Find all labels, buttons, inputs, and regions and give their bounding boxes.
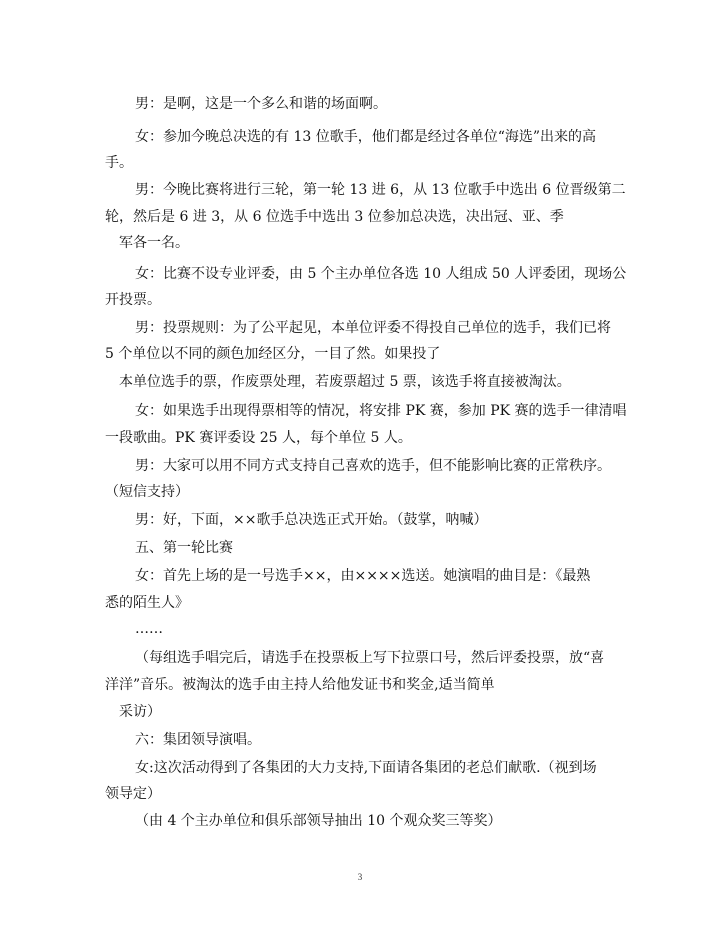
page-number: 3 xyxy=(357,872,363,882)
text-line: 女：比赛不设专业评委，由 5 个主办单位各选 10 人组成 50 人评委团，现场公 xyxy=(135,266,627,282)
text-line: 女：首先上场的是一号选手××，由××××选送。她演唱的曲目是：《最熟 xyxy=(135,568,591,584)
text-line: 男：是啊，这是一个多么和谐的场面啊。 xyxy=(135,96,387,112)
text-line: 手。 xyxy=(105,155,133,171)
text-line: 女：参加今晚总决选的有 13 位歌手，他们都是经过各单位“海选”出来的高 xyxy=(135,129,597,145)
text-line: 女:这次活动得到了各集团的大力支持,下面请各集团的老总们献歌.（视到场 xyxy=(135,760,597,776)
text-line: 轮，然后是 6 进 3，从 6 位选手中选出 3 位参加总决选，决出冠、亚、季 xyxy=(105,209,564,225)
text-line: 本单位选手的票，作废票处理，若废票超过 5 票，该选手将直接被淘汰。 xyxy=(119,374,571,390)
text-line: （由 4 个主办单位和俱乐部领导抽出 10 个观众奖三等奖） xyxy=(135,813,502,829)
text-line: 男：投票规则：为了公平起见，本单位评委不得投自己单位的选手，我们已将 xyxy=(135,320,611,336)
ellipsis-line: …… xyxy=(135,621,163,637)
text-line: 女：如果选手出现得票相等的情况，将安排 PK 赛，参加 PK 赛的选手一律清唱 xyxy=(135,403,627,419)
text-line: （短信支持） xyxy=(105,484,189,500)
text-line: 军各一名。 xyxy=(119,235,189,251)
text-line: 悉的陌生人》 xyxy=(105,595,189,611)
text-line: 男：大家可以用不同方式支持自己喜欢的选手，但不能影响比赛的正常秩序。 xyxy=(135,458,611,474)
text-line: 男：今晚比赛将进行三轮，第一轮 13 进 6，从 13 位歌手中选出 6 位晋级第二 xyxy=(135,182,626,198)
text-line: 领导定） xyxy=(105,786,161,802)
text-line: 采访） xyxy=(119,704,161,720)
text-line: 洋洋”音乐。被淘汰的选手由主持人给他发证书和奖金,适当简单 xyxy=(105,677,495,693)
section-heading: 六：集团领导演唱。 xyxy=(135,732,261,748)
text-line: 5 个单位以不同的颜色加经区分，一目了然。如果投了 xyxy=(105,346,441,362)
text-line: （每组选手唱完后，请选手在投票板上写下拉票口号，然后评委投票，放“喜 xyxy=(135,650,605,666)
text-line: 一段歌曲。PK 赛评委设 25 人，每个单位 5 人。 xyxy=(105,430,412,446)
section-heading: 五、第一轮比赛 xyxy=(135,540,233,556)
text-line: 开投票。 xyxy=(105,292,161,308)
text-line: 男：好，下面，××歌手总决选正式开始。（鼓掌，呐喊） xyxy=(135,512,488,528)
